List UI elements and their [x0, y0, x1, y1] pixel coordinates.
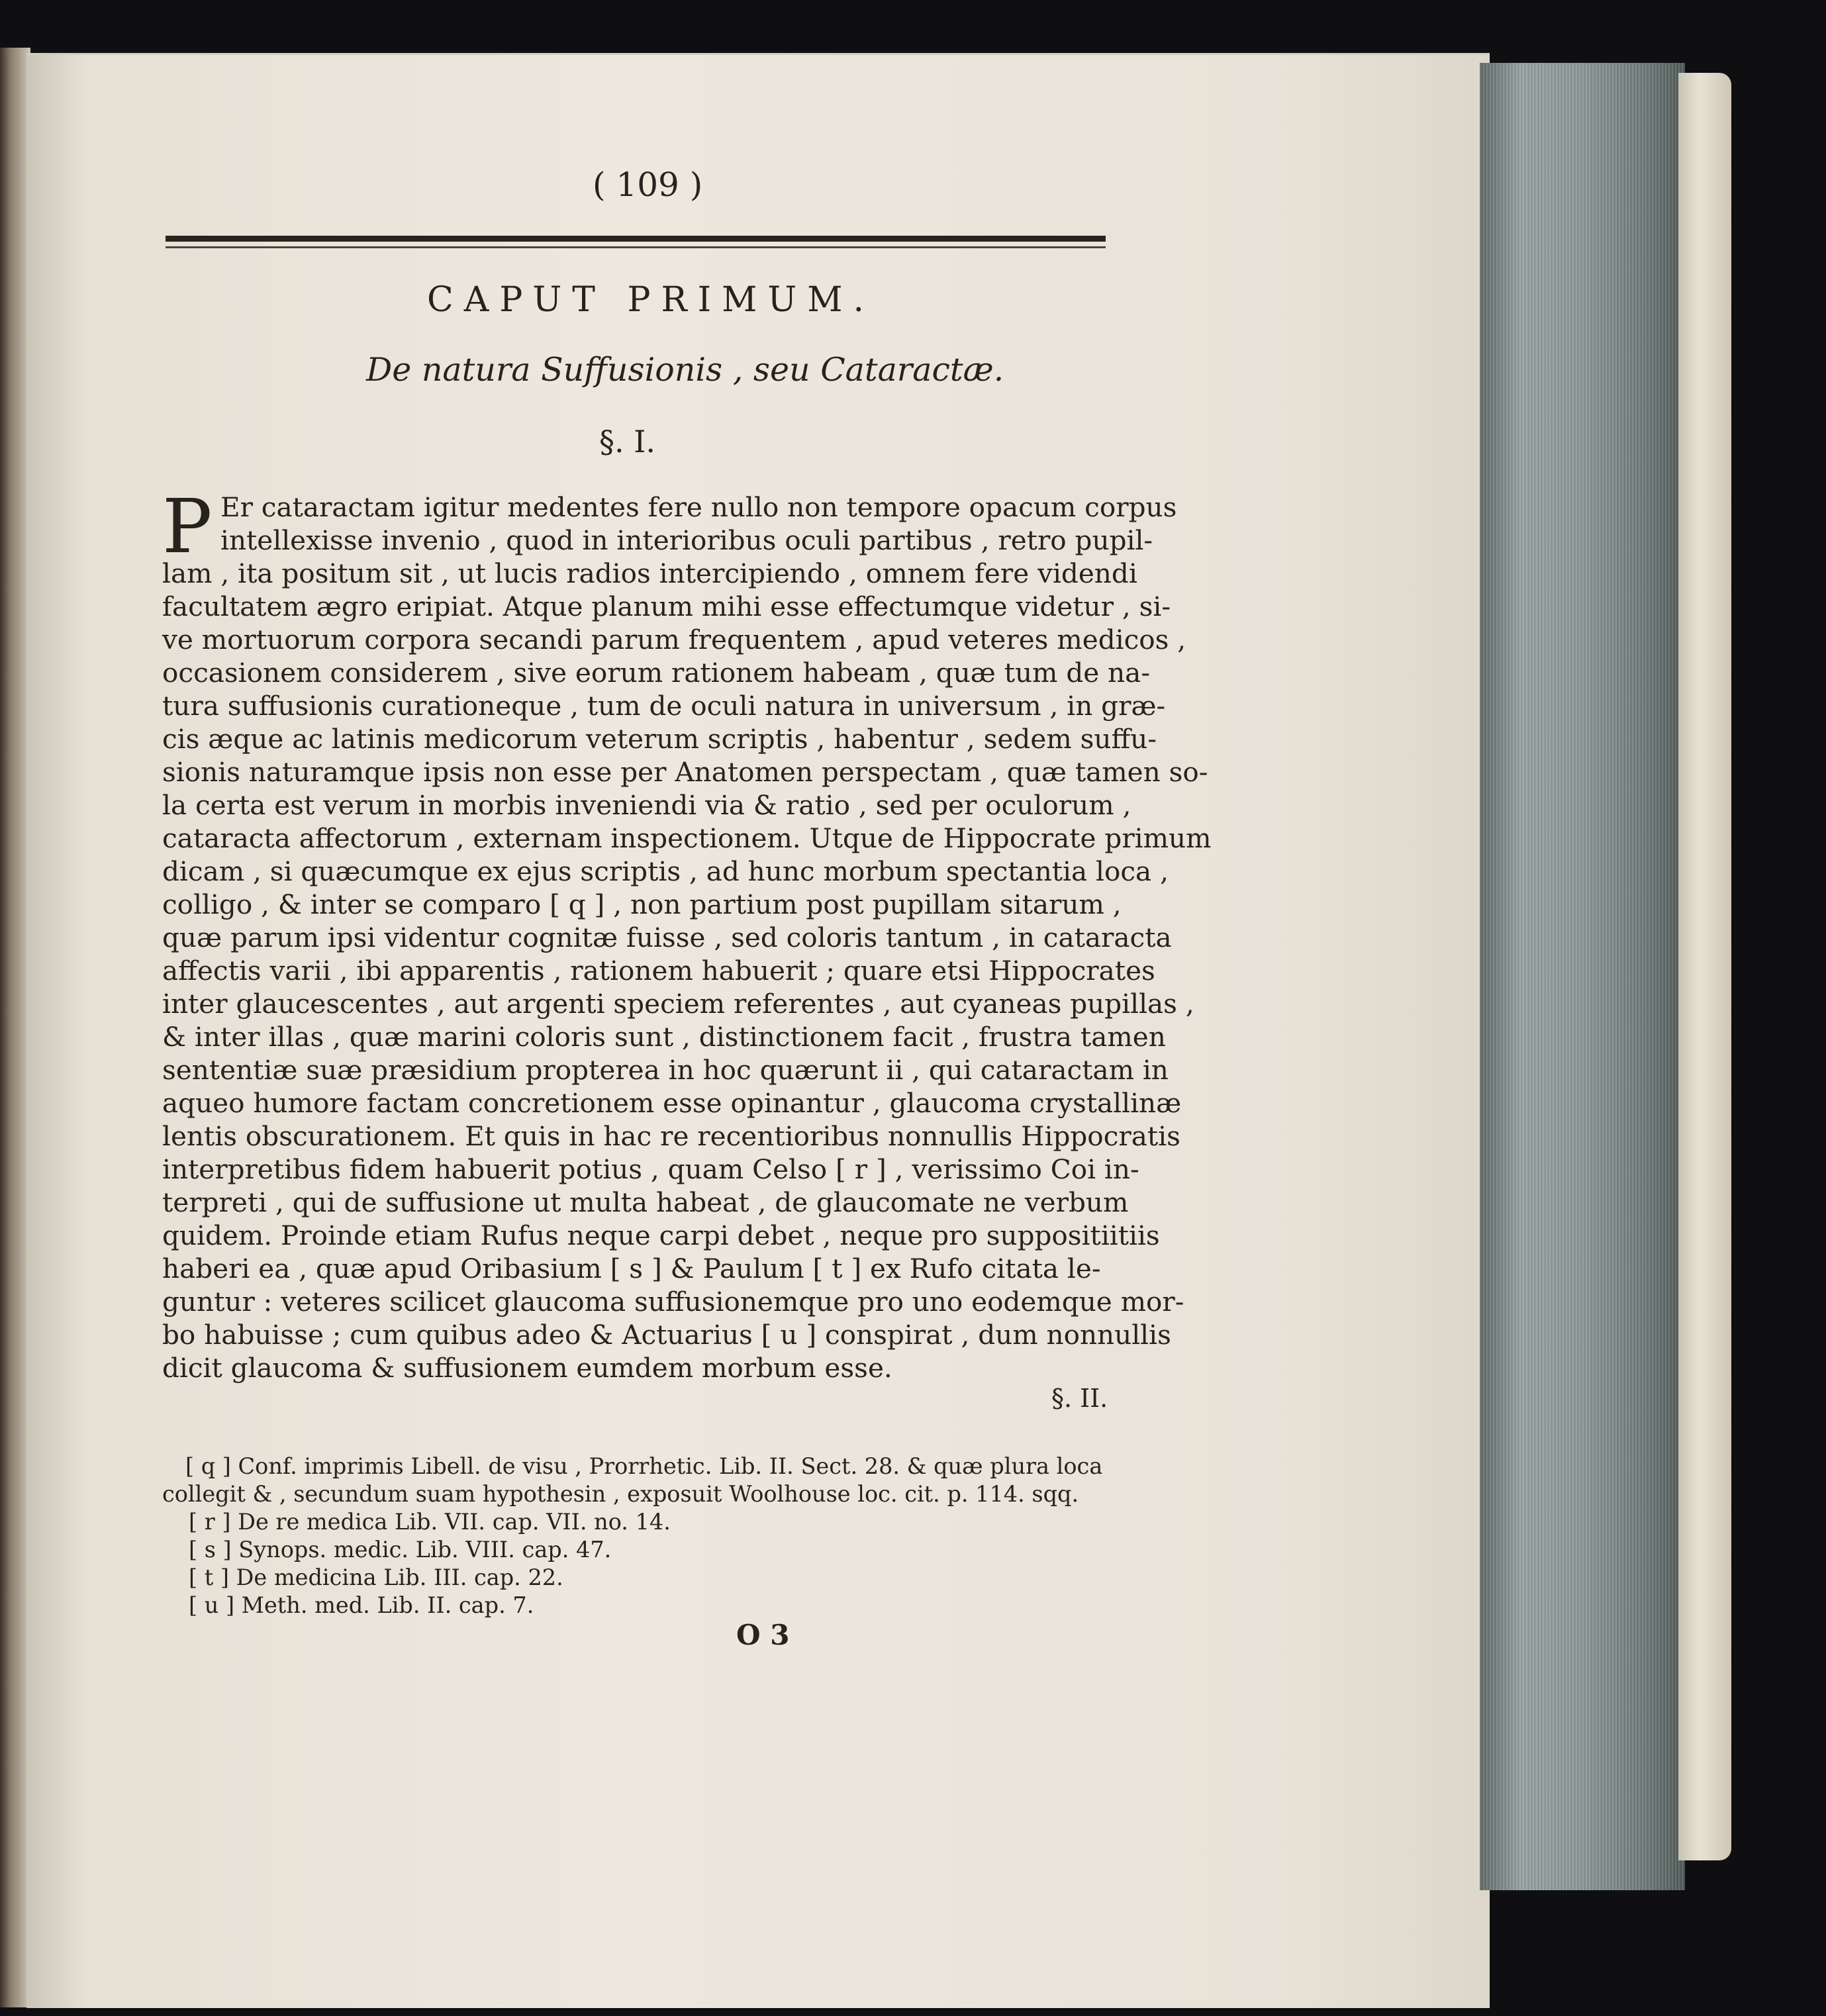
body-line: sententiæ suæ præsidium propterea in hoc quærunt ii , qui cataractam in [162, 1054, 1169, 1086]
body-line: la certa est verum in morbis inveniendi via & ratio , sed per oculorum , [162, 789, 1131, 821]
footnote-line: [ q ] Conf. imprimis Libell. de visu , Prorrhetic. Lib. II. Sect. 28. & quæ plura loca [185, 1453, 1103, 1479]
body-line: quæ parum ipsi videntur cognitæ fuisse , sed coloris tantum , in cataracta [162, 922, 1172, 953]
body-line: aqueo humore factam concretionem esse opinantur , glaucoma crystallinæ [162, 1087, 1182, 1119]
drop-cap: P [162, 484, 213, 570]
body-line: dicit glaucoma & suffusionem eumdem morbum esse. [162, 1352, 892, 1384]
body-line: lentis obscurationem. Et quis in hac re recentioribus nonnullis Hippocratis [162, 1120, 1180, 1152]
body-line: colligo , & inter se comparo [ q ] , non partium post pupillam sitarum , [162, 888, 1122, 920]
body-line: Er cataractam igitur medentes fere nullo non tempore opacum corpus [220, 491, 1177, 523]
signature-mark: O 3 [736, 1619, 790, 1651]
body-line: tura suffusionis curationeque , tum de oculi natura in universum , in græ- [162, 690, 1166, 722]
catchword: §. II. [1051, 1384, 1108, 1413]
body-line: guntur : veteres scilicet glaucoma suffusionemque pro uno eodemque mor- [162, 1286, 1184, 1318]
body-line: sionis naturamque ipsis non esse per Anatomen perspectam , quæ tamen so- [162, 756, 1208, 788]
body-line: lam , ita positum sit , ut lucis radios intercipiendo , omnem fere videndi [162, 557, 1137, 589]
page-number: ( 109 ) [593, 166, 703, 204]
body-line: cataracta affectorum , externam inspectionem. Utque de Hippocrate primum [162, 822, 1212, 854]
body-line: quidem. Proinde etiam Rufus neque carpi debet , neque pro suppositiitiis [162, 1220, 1160, 1251]
header-rule-thin [166, 246, 1106, 248]
footnote-line: [ s ] Synops. medic. Lib. VIII. cap. 47. [189, 1537, 612, 1562]
section-mark: §. I. [599, 424, 656, 459]
body-line: inter glaucescentes , aut argenti speciem referentes , aut cyaneas pupillas , [162, 988, 1194, 1020]
footnote-line: [ r ] De re medica Lib. VII. cap. VII. no. 14. [189, 1509, 671, 1535]
body-line: interpretibus fidem habuerit potius , quam Celso [ r ] , verissimo Coi in- [162, 1153, 1139, 1185]
text-block-edge [1480, 63, 1685, 1890]
body-line: occasionem considerem , sive eorum rationem habeam , quæ tum de na- [162, 657, 1151, 689]
body-line: cis æque ac latinis medicorum veterum scriptis , habentur , sedem suffu- [162, 723, 1157, 755]
body-line: bo habuisse ; cum quibus adeo & Actuarius [ u ] conspirat , dum nonnullis [162, 1319, 1171, 1351]
body-line: dicam , si quæcumque ex ejus scriptis , ad hunc morbum spectantia loca , [162, 855, 1169, 887]
body-line: ve mortuorum corpora secandi parum frequentem , apud veteres medicos , [162, 624, 1186, 655]
body-line: terpreti , qui de suffusione ut multa habeat , de glaucomate ne verbum [162, 1186, 1129, 1218]
body-line: affectis varii , ibi apparentis , rationem habuerit ; quare etsi Hippocrates [162, 955, 1155, 986]
body-line: haberi ea , quæ apud Oribasium [ s ] & Paulum [ t ] ex Rufo citata le- [162, 1253, 1101, 1284]
body-line: facultatem ægro eripiat. Atque planum mihi esse effectumque videtur , si- [162, 591, 1171, 622]
chapter-subtitle: De natura Suffusionis , seu Cataractæ. [366, 351, 1004, 389]
body-line: intellexisse invenio , quod in interioribus oculi partibus , retro pupil- [220, 524, 1153, 556]
footnote-line: [ u ] Meth. med. Lib. II. cap. 7. [189, 1592, 534, 1618]
footnote-line: collegit & , secundum suam hypothesin , exposuit Woolhouse loc. cit. p. 114. sqq. [162, 1481, 1079, 1507]
chapter-heading: CAPUT PRIMUM. [427, 280, 875, 320]
header-rule [166, 236, 1106, 242]
body-line: & inter illas , quæ marini coloris sunt , distinctionem facit , frustra tamen [162, 1021, 1166, 1053]
footnote-line: [ t ] De medicina Lib. III. cap. 22. [189, 1564, 563, 1590]
cover-edge [1678, 73, 1731, 1860]
